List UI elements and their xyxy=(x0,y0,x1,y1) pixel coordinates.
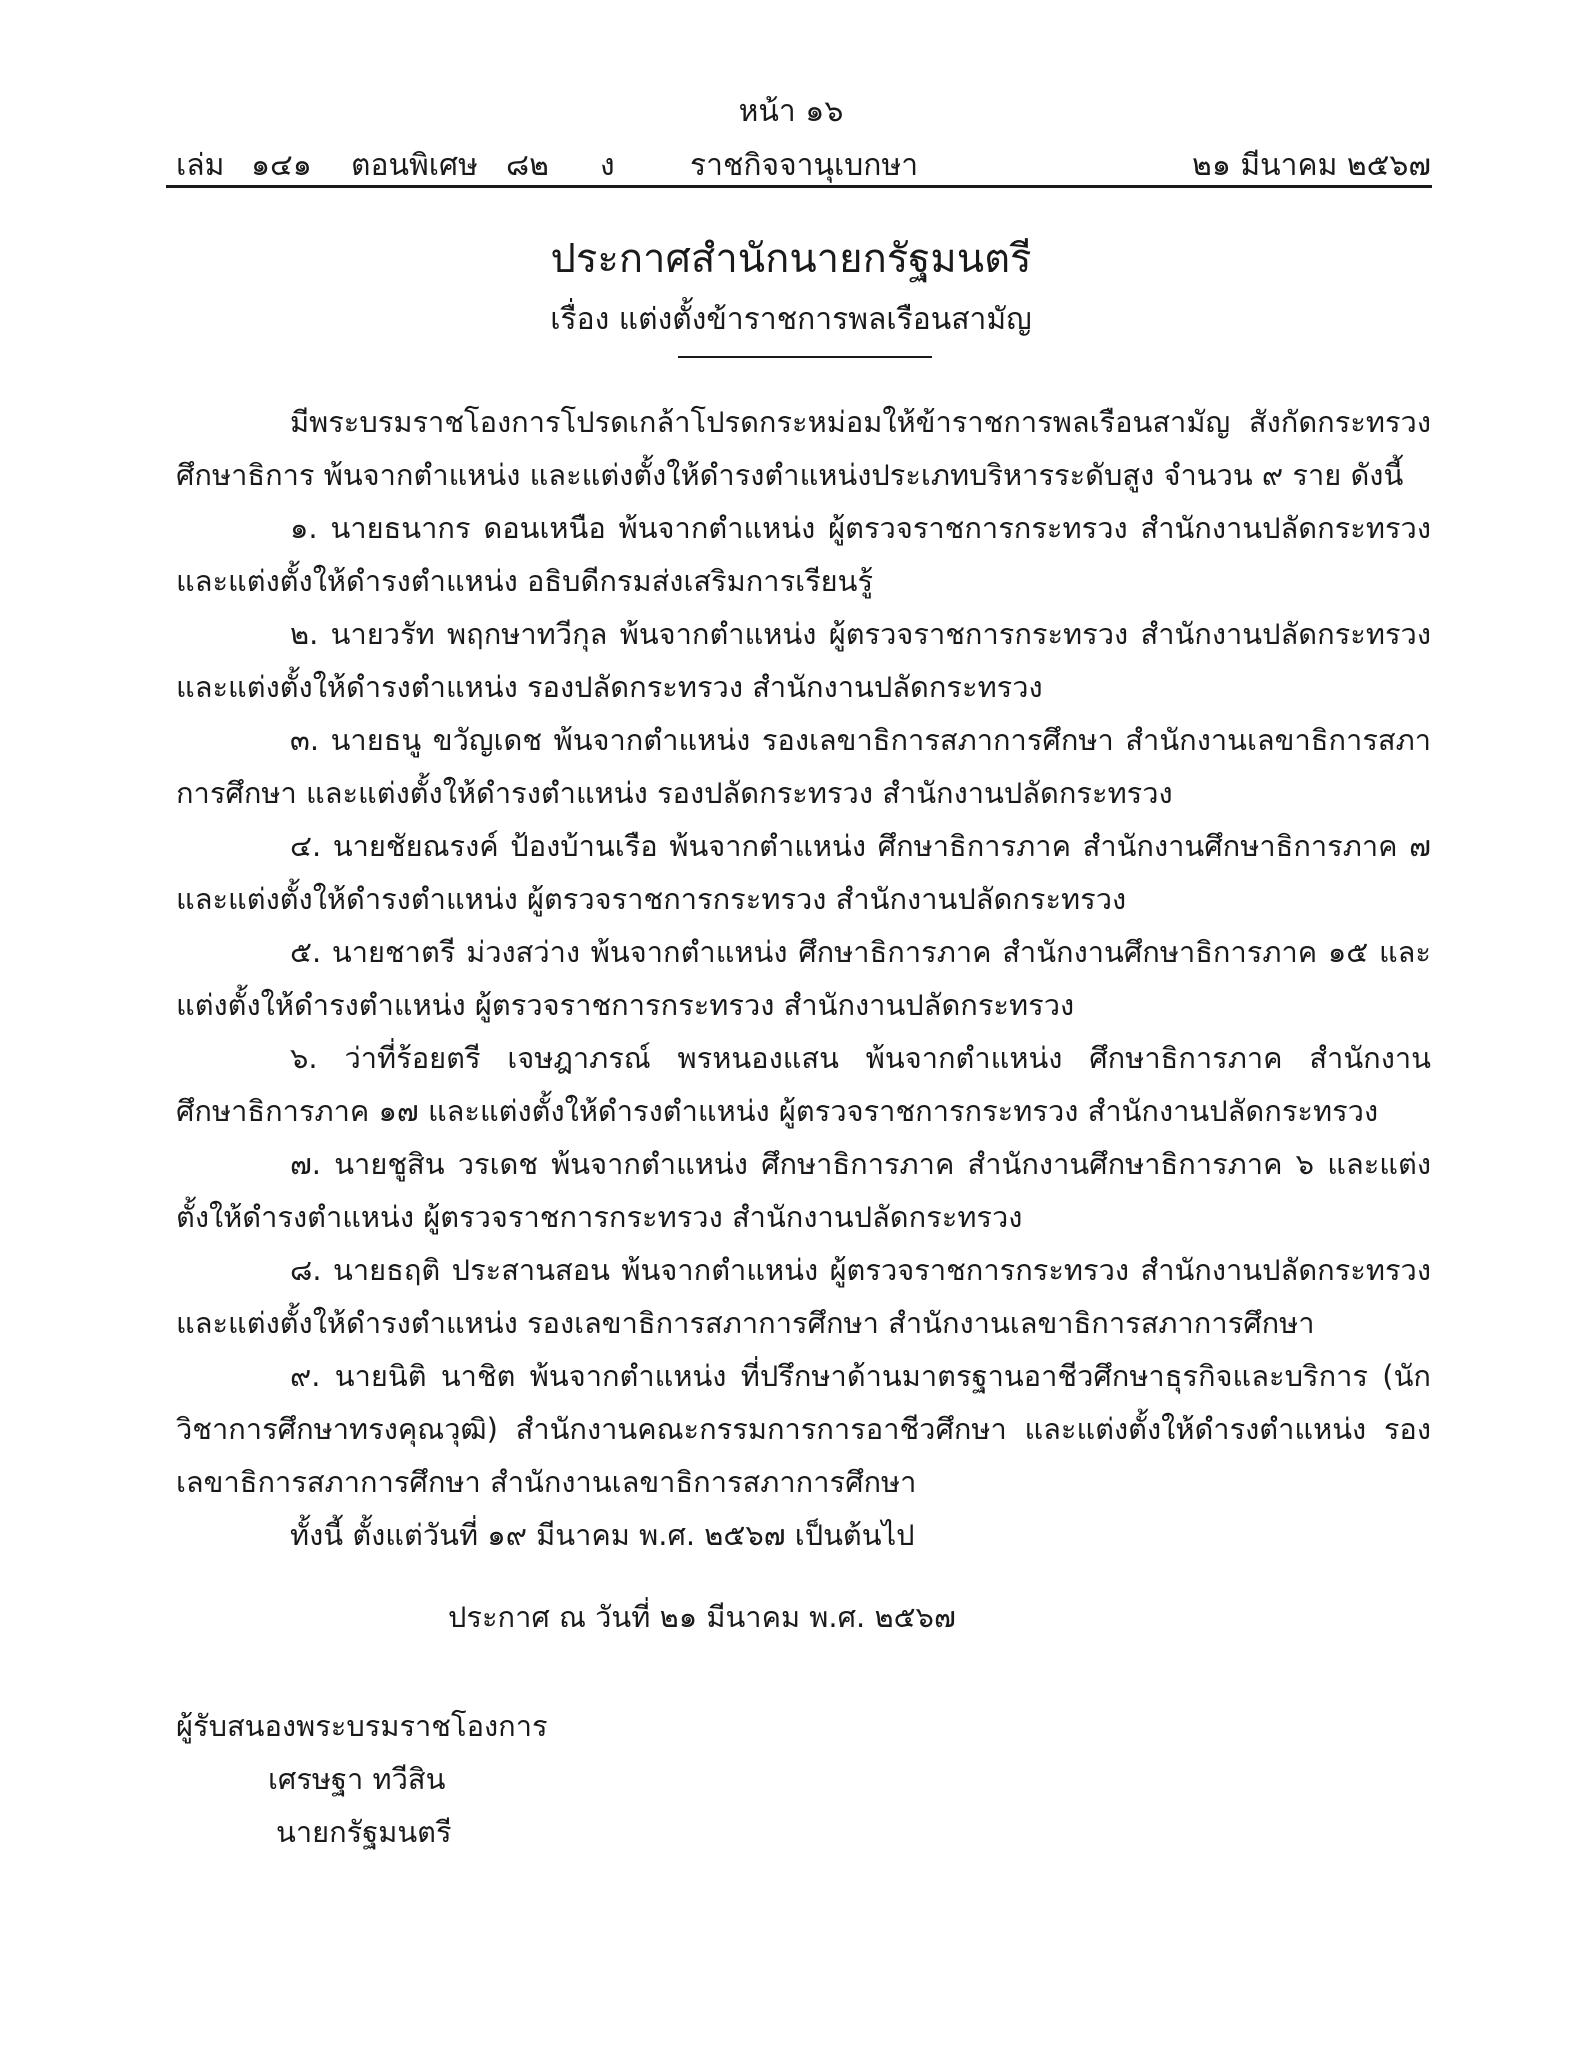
document-body xyxy=(176,396,1431,1562)
page-number: หน้า ๑๖ xyxy=(738,94,844,129)
intro-paragraph: มีพระบรมราชโองการโปรดเกล้าโปรดกระหม่อมให้ข้าราชการพลเรือนสามัญ สังกัดกระทรวงศึกษาธิการ พ้นจากตำแหน่ง และแต่งตั้งให้ดำรงตำแหน่งประเภทบริหารระดับสูง จำนวน ๙ ราย ดังนี้ xyxy=(176,405,1431,492)
appointment-item: ๙. นายนิติ นาชิต พ้นจากตำแหน่ง ที่ปรึกษาด้านมาตรฐานอาชีวศึกษาธุรกิจและบริการ (นักวิชาการศึกษาทรงคุณวุฒิ) สำนักงานคณะกรรมการการอาชีวศึกษา และแต่งตั้งให้ดำรงตำแหน่ง รองเลขาธิการสภาการศึกษา สำนักงานเลขาธิการสภาการศึกษา xyxy=(176,1359,1431,1499)
appointment-item: ๑. นายธนากร ดอนเหนือ พ้นจากตำแหน่ง ผู้ตรวจราชการกระทรวง สำนักงานปลัดกระทรวง และแต่งตั้งให้ดำรงตำแหน่ง อธิบดีกรมส่งเสริมการเรียนรู้ xyxy=(176,511,1431,598)
effective-date: ทั้งนี้ ตั้งแต่วันที่ ๑๙ มีนาคม พ.ศ. ๒๕๖๗ เป็นต้นไป xyxy=(290,1518,915,1552)
countersignature-block xyxy=(176,1700,548,1859)
appointment-item: ๗. นายชูสิน วรเดช พ้นจากตำแหน่ง ศึกษาธิการภาค สำนักงานศึกษาธิการภาค ๖ และแต่งตั้งให้ดำรงตำแหน่ง ผู้ตรวจราชการกระทรวง สำนักงานปลัดกระทรวง xyxy=(176,1147,1431,1234)
issue-number: ๘๒ xyxy=(506,148,549,183)
issue-section: ง xyxy=(600,148,615,183)
issue-label: ตอนพิเศษ xyxy=(351,148,478,183)
appointment-item: ๔. นายชัยณรงค์ ป้องบ้านเรือ พ้นจากตำแหน่ง ศึกษาธิการภาค สำนักงานศึกษาธิการภาค ๗ และแต่งตั้งให้ดำรงตำแหน่ง ผู้ตรวจราชการกระทรวง สำนักงานปลัดกระทรวง xyxy=(176,829,1431,916)
appointment-item: ๘. นายธฤติ ประสานสอน พ้นจากตำแหน่ง ผู้ตรวจราชการกระทรวง สำนักงานปลัดกระทรวง และแต่งตั้งให้ดำรงตำแหน่ง รองเลขาธิการสภาการศึกษา สำนักงานเลขาธิการสภาการศึกษา xyxy=(176,1253,1431,1340)
volume-label: เล่ม xyxy=(176,148,225,183)
countersign-label: ผู้รับสนองพระบรมราชโองการ xyxy=(176,1709,548,1743)
appointment-item: ๕. นายชาตรี ม่วงสว่าง พ้นจากตำแหน่ง ศึกษาธิการภาค สำนักงานศึกษาธิการภาค ๑๕ และแต่งตั้งให้ดำรงตำแหน่ง ผู้ตรวจราชการกระทรวง สำนักงานปลัดกระทรวง xyxy=(176,935,1431,1022)
appointment-item: ๓. นายธนู ขวัญเดช พ้นจากตำแหน่ง รองเลขาธิการสภาการศึกษา สำนักงานเลขาธิการสภาการศึกษา และแต่งตั้งให้ดำรงตำแหน่ง รองปลัดกระทรวง สำนักงานปลัดกระทรวง xyxy=(176,723,1431,810)
volume-number: ๑๔๑ xyxy=(251,148,312,183)
gazette-header xyxy=(176,142,1431,182)
header-divider xyxy=(166,185,1432,188)
appointment-item: ๒. นายวรัท พฤกษาทวีกุล พ้นจากตำแหน่ง ผู้ตรวจราชการกระทรวง สำนักงานปลัดกระทรวง และแต่งตั้งให้ดำรงตำแหน่ง รองปลัดกระทรวง สำนักงานปลัดกระทรวง xyxy=(176,617,1431,704)
proclamation-date: ประกาศ ณ วันที่ ๒๑ มีนาคม พ.ศ. ๒๕๖๗ xyxy=(448,1600,956,1634)
signer-title: นายกรัฐมนตรี xyxy=(276,1815,452,1849)
gazette-name: ราชกิจจานุเบกษา xyxy=(690,148,919,183)
document-subject: เรื่อง แต่งตั้งข้าราชการพลเรือนสามัญ xyxy=(550,302,1032,337)
document-title: ประกาศสำนักนายกรัฐมนตรี xyxy=(550,236,1032,282)
header-date: ๒๑ มีนาคม ๒๕๖๗ xyxy=(1192,148,1431,183)
signer-name: เศรษฐา ทวีสิน xyxy=(268,1762,446,1796)
appointment-item: ๖. ว่าที่ร้อยตรี เจษฎาภรณ์ พรหนองแสน พ้นจากตำแหน่ง ศึกษาธิการภาค สำนักงานศึกษาธิการภาค ๑๗ และแต่งตั้งให้ดำรงตำแหน่ง ผู้ตรวจราชการกระทรวง สำนักงานปลัดกระทรวง xyxy=(176,1041,1431,1128)
title-divider xyxy=(678,356,932,358)
